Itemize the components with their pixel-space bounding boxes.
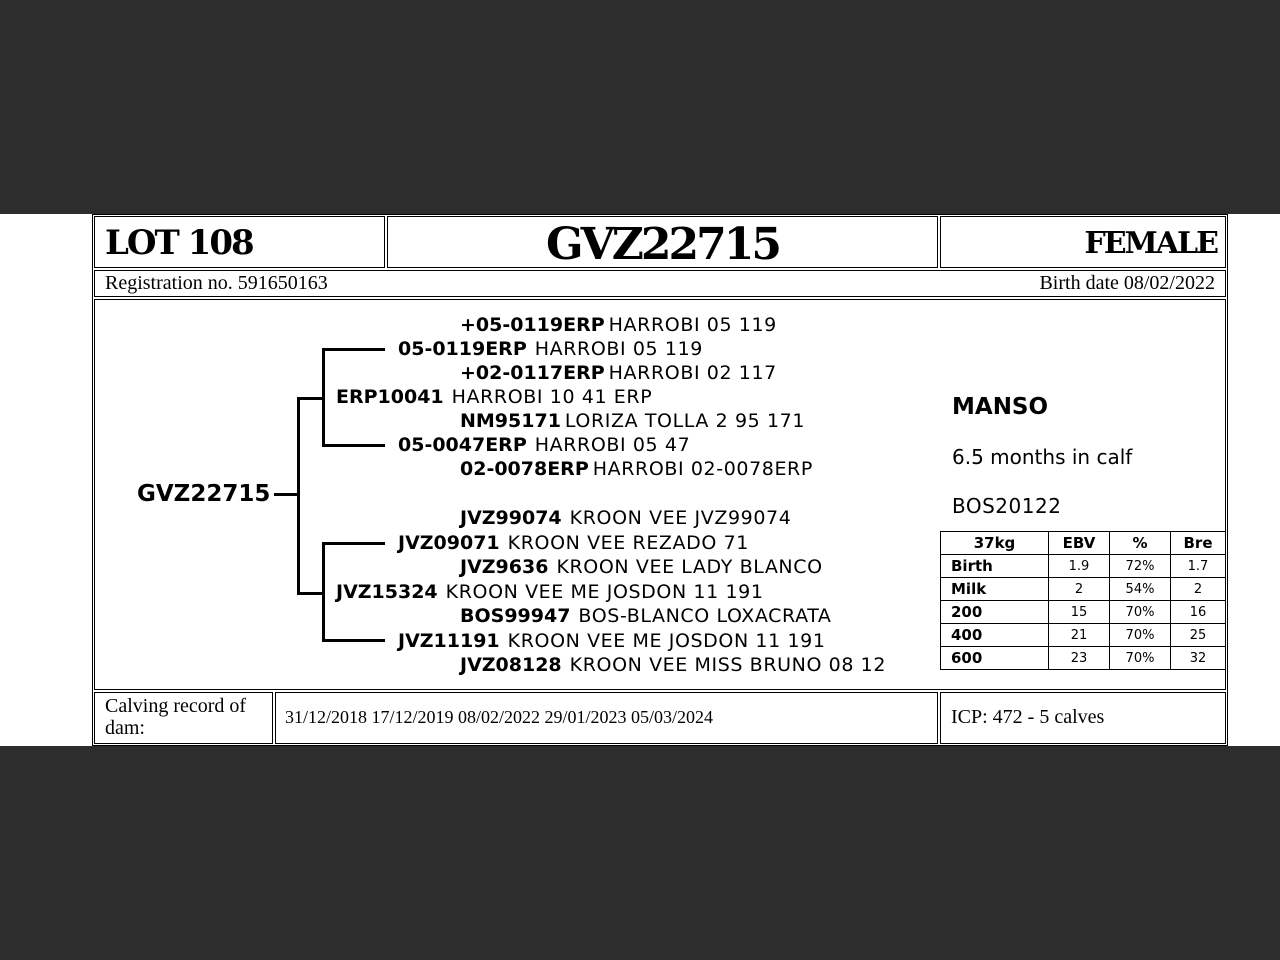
ebv-table xyxy=(940,531,1226,670)
connector xyxy=(297,397,300,594)
pedigree-name: HARROBI 05 47 xyxy=(534,434,691,456)
pedigree-name: HARROBI 05 119 xyxy=(534,338,703,360)
pedigree-entry xyxy=(398,532,749,554)
pedigree-id: JVZ99074 xyxy=(460,507,562,529)
ebv-value: 15 xyxy=(1049,601,1110,624)
pedigree-id: JVZ09071 xyxy=(398,532,500,554)
pedigree-id: JVZ15324 xyxy=(336,581,438,603)
table-row xyxy=(941,578,1226,601)
table-row xyxy=(941,555,1226,578)
ebv-trait: Milk xyxy=(941,578,1049,601)
ebv-accuracy: 54% xyxy=(1110,578,1171,601)
connector xyxy=(322,542,325,642)
pedigree-entry xyxy=(336,386,652,408)
registration-row xyxy=(94,270,1226,297)
ebv-header: 37kg xyxy=(941,532,1049,555)
connector xyxy=(297,397,323,400)
ebv-breed-value: 16 xyxy=(1171,601,1226,624)
pedigree-entry xyxy=(398,434,690,456)
table-row xyxy=(941,647,1226,670)
icp-value: ICP: 472 - 5 calves xyxy=(951,706,1105,728)
ebv-header-row xyxy=(941,532,1226,555)
connector xyxy=(322,542,385,545)
connector xyxy=(322,348,325,447)
connector xyxy=(274,493,297,496)
icp-cell xyxy=(940,692,1226,744)
pedigree-name: KROON VEE MISS BRUNO 08 12 xyxy=(569,654,887,676)
lot-number: LOT 108 xyxy=(105,223,253,263)
tag-cell xyxy=(387,216,938,268)
pedigree-entry xyxy=(460,362,777,384)
pedigree-id: 02-0078ERP xyxy=(460,458,589,480)
pedigree-id: BOS99947 xyxy=(460,605,571,627)
calving-dates: 31/12/2018 17/12/2019 08/02/2022 29/01/2023 05/03/2024 xyxy=(285,707,714,727)
pedigree-name: KROON VEE JVZ99074 xyxy=(569,507,792,529)
ebv-trait: Birth xyxy=(941,555,1049,578)
calving-dates-cell xyxy=(275,692,938,744)
lot-number-cell xyxy=(94,216,385,268)
connector xyxy=(322,639,385,642)
in-calf-status: 6.5 months in calf xyxy=(952,445,1133,469)
connector xyxy=(322,348,385,351)
pedigree-id: +05-0119ERP xyxy=(460,314,605,336)
ebv-header: EBV xyxy=(1049,532,1110,555)
pedigree-entry xyxy=(460,605,832,627)
connector xyxy=(297,592,323,595)
calving-label-cell xyxy=(94,692,273,744)
pedigree-name: HARROBI 02-0078ERP xyxy=(592,458,813,480)
pedigree-name: KROON VEE ME JOSDON 11 191 xyxy=(507,630,826,652)
sex-cell xyxy=(940,216,1226,268)
pedigree-entry xyxy=(398,630,826,652)
pedigree-entry xyxy=(398,338,703,360)
pedigree-name: LORIZA TOLLA 2 95 171 xyxy=(564,410,806,432)
registration-number: Registration no. 591650163 xyxy=(105,272,328,294)
birth-date: Birth date 08/02/2022 xyxy=(1039,272,1215,294)
pedigree-id: JVZ08128 xyxy=(460,654,562,676)
pedigree-name: BOS-BLANCO LOXACRATA xyxy=(578,605,832,627)
animal-tag: GVZ22715 xyxy=(546,219,779,270)
ebv-accuracy: 72% xyxy=(1110,555,1171,578)
pedigree-id: JVZ11191 xyxy=(398,630,500,652)
pedigree-id: NM95171 xyxy=(460,410,561,432)
pedigree-id: JVZ9636 xyxy=(460,556,549,578)
animal-sex: FEMALE xyxy=(1084,226,1217,261)
ebv-breed-value: 2 xyxy=(1171,578,1226,601)
pedigree-entry xyxy=(460,654,886,676)
pedigree-id: +02-0117ERP xyxy=(460,362,605,384)
ebv-breed-value: 1.7 xyxy=(1171,555,1226,578)
pedigree-entry xyxy=(336,581,764,603)
pedigree-name: HARROBI 05 119 xyxy=(608,314,777,336)
pedigree-name: HARROBI 10 41 ERP xyxy=(451,386,653,408)
service-bull-registration: BOS20122 xyxy=(952,494,1062,518)
ebv-accuracy: 70% xyxy=(1110,647,1171,670)
ebv-breed-value: 25 xyxy=(1171,624,1226,647)
ebv-accuracy: 70% xyxy=(1110,624,1171,647)
pedigree-entry xyxy=(460,410,805,432)
service-bull: MANSO xyxy=(952,394,1049,420)
ebv-breed-value: 32 xyxy=(1171,647,1226,670)
ebv-accuracy: 70% xyxy=(1110,601,1171,624)
ebv-value: 23 xyxy=(1049,647,1110,670)
ebv-header: % xyxy=(1110,532,1171,555)
pedigree-entry xyxy=(460,556,823,578)
ebv-trait: 600 xyxy=(941,647,1049,670)
pedigree-name: KROON VEE ME JOSDON 11 191 xyxy=(445,581,764,603)
pedigree-id: ERP10041 xyxy=(336,386,444,408)
ebv-trait: 400 xyxy=(941,624,1049,647)
connector xyxy=(322,444,385,447)
pedigree-name: HARROBI 02 117 xyxy=(608,362,777,384)
lot-card xyxy=(0,214,1280,746)
ebv-header xyxy=(1171,532,1226,555)
pedigree-name: KROON VEE REZADO 71 xyxy=(507,532,749,554)
pedigree-entry xyxy=(460,314,777,336)
pedigree-name: KROON VEE LADY BLANCO xyxy=(556,556,823,578)
pedigree-id: 05-0047ERP xyxy=(398,434,527,456)
pedigree-entry xyxy=(460,458,813,480)
subject-animal: GVZ22715 xyxy=(137,481,271,507)
pedigree-id: 05-0119ERP xyxy=(398,338,527,360)
ebv-trait: 200 xyxy=(941,601,1049,624)
ebv-value: 21 xyxy=(1049,624,1110,647)
ebv-value: 2 xyxy=(1049,578,1110,601)
pedigree-entry xyxy=(460,507,791,529)
calving-label: Calving record of dam: xyxy=(105,695,247,739)
ebv-value: 1.9 xyxy=(1049,555,1110,578)
table-row xyxy=(941,601,1226,624)
ebv-header-text: Bre xyxy=(1183,534,1213,552)
table-row xyxy=(941,624,1226,647)
